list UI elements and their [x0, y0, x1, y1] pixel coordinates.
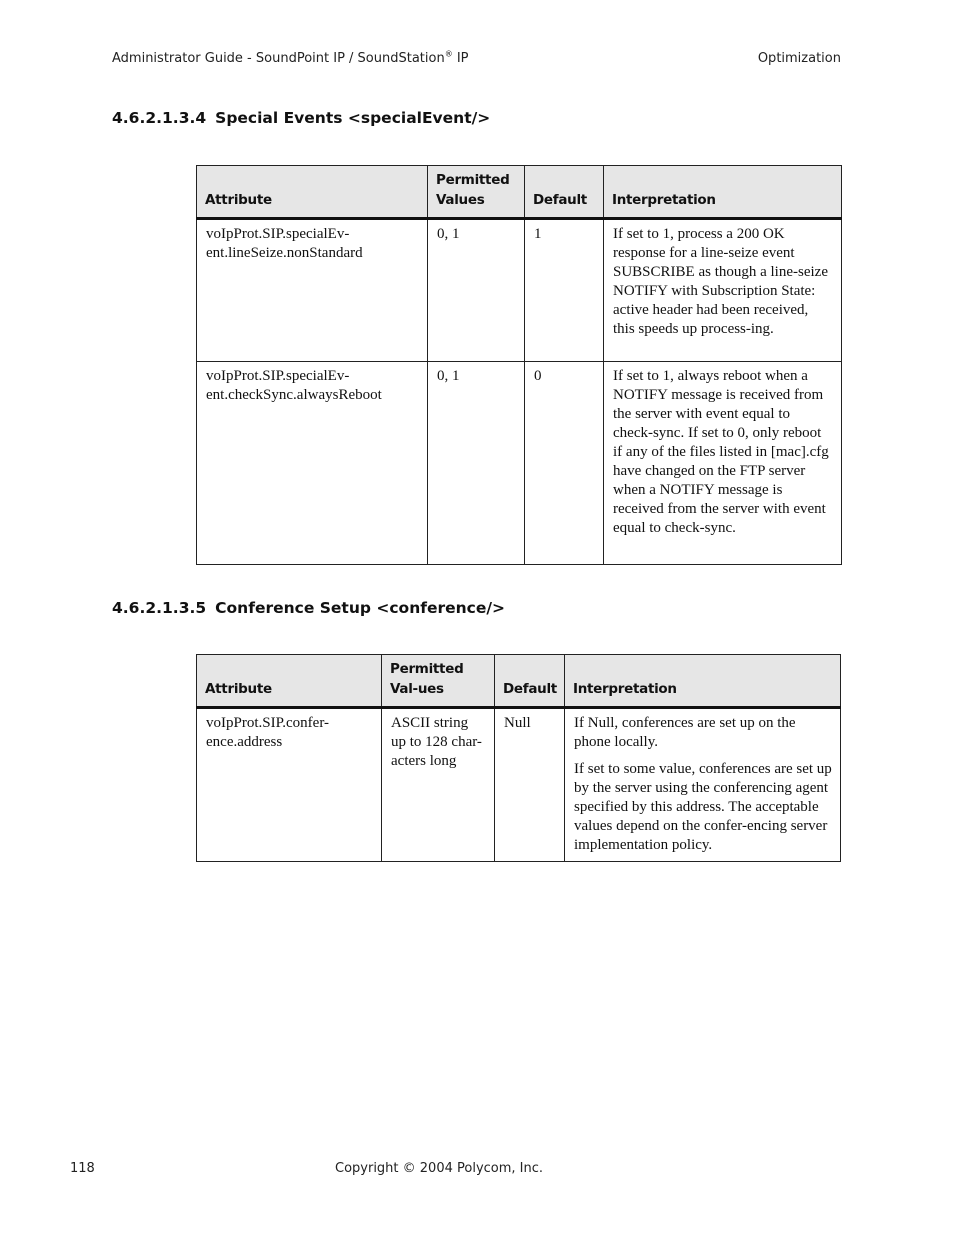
- page-number: 118: [70, 1161, 95, 1176]
- column-header-default: Default: [495, 655, 565, 708]
- cell-attribute: voIpProt.SIP.specialEv-ent.checkSync.alwaysReboot: [197, 362, 428, 565]
- table-header-row: [197, 655, 841, 708]
- section-heading-conference-setup: [112, 599, 505, 617]
- special-events-table: [196, 165, 842, 565]
- running-header-chapter: Optimization: [757, 51, 841, 66]
- cell-interpretation: If set to 1, always reboot when a NOTIFY message is received from the server with event equal to check-sync. If set to 0, only reboot if any of the files listed in [mac].cfg have changed on the FTP server when a NOTIFY message is received from the server with event equal to check-sync.: [604, 362, 842, 565]
- column-header-interpretation: Interpretation: [604, 166, 842, 219]
- section-number: 4.6.2.1.3.5: [112, 599, 207, 617]
- cell-permitted-values: 0, 1: [428, 219, 525, 362]
- cell-interpretation: [565, 708, 841, 862]
- running-header-title: [112, 51, 469, 66]
- column-header-attribute: Attribute: [197, 655, 382, 708]
- table-row: [197, 708, 841, 862]
- table-row: [197, 219, 842, 362]
- interpretation-paragraph: If set to some value, conferences are set up by the server using the conferencing agent specified by this address. The acceptable values depend on the confer-encing server implementation policy.: [574, 761, 832, 853]
- cell-attribute: voIpProt.SIP.confer-ence.address: [197, 708, 382, 862]
- header-title-text: Administrator Guide - SoundPoint IP / SoundStation: [112, 51, 445, 66]
- registered-mark: ®: [444, 49, 453, 59]
- cell-permitted-values: 0, 1: [428, 362, 525, 565]
- cell-interpretation: If set to 1, process a 200 OK response for a line-seize event SUBSCRIBE as though a line-seize NOTIFY with Subscription State: active header had been received, this speeds up process-ing.: [604, 219, 842, 362]
- cell-permitted-values: ASCII string up to 128 char-acters long: [382, 708, 495, 862]
- section-title: Conference Setup <conference/>: [215, 599, 506, 617]
- section-heading-special-events: [112, 109, 490, 127]
- interpretation-paragraph: If Null, conferences are set up on the phone locally.: [574, 715, 796, 750]
- section-number: 4.6.2.1.3.4: [112, 109, 207, 127]
- column-header-attribute: Attribute: [197, 166, 428, 219]
- column-header-default: Default: [525, 166, 604, 219]
- copyright-notice: Copyright © 2004 Polycom, Inc.: [335, 1161, 544, 1176]
- cell-default: Null: [495, 708, 565, 862]
- table-row: [197, 362, 842, 565]
- column-header-permitted-values: Permitted Values: [428, 166, 525, 219]
- cell-default: 1: [525, 219, 604, 362]
- conference-setup-table: [196, 654, 841, 862]
- header-title-suffix: IP: [452, 51, 469, 66]
- cell-attribute: voIpProt.SIP.specialEv-ent.lineSeize.nonStandard: [197, 219, 428, 362]
- column-header-interpretation: Interpretation: [565, 655, 841, 708]
- section-title: Special Events <specialEvent/>: [215, 109, 491, 127]
- cell-default: 0: [525, 362, 604, 565]
- table-header-row: [197, 166, 842, 219]
- column-header-permitted-values: Permitted Val-ues: [382, 655, 495, 708]
